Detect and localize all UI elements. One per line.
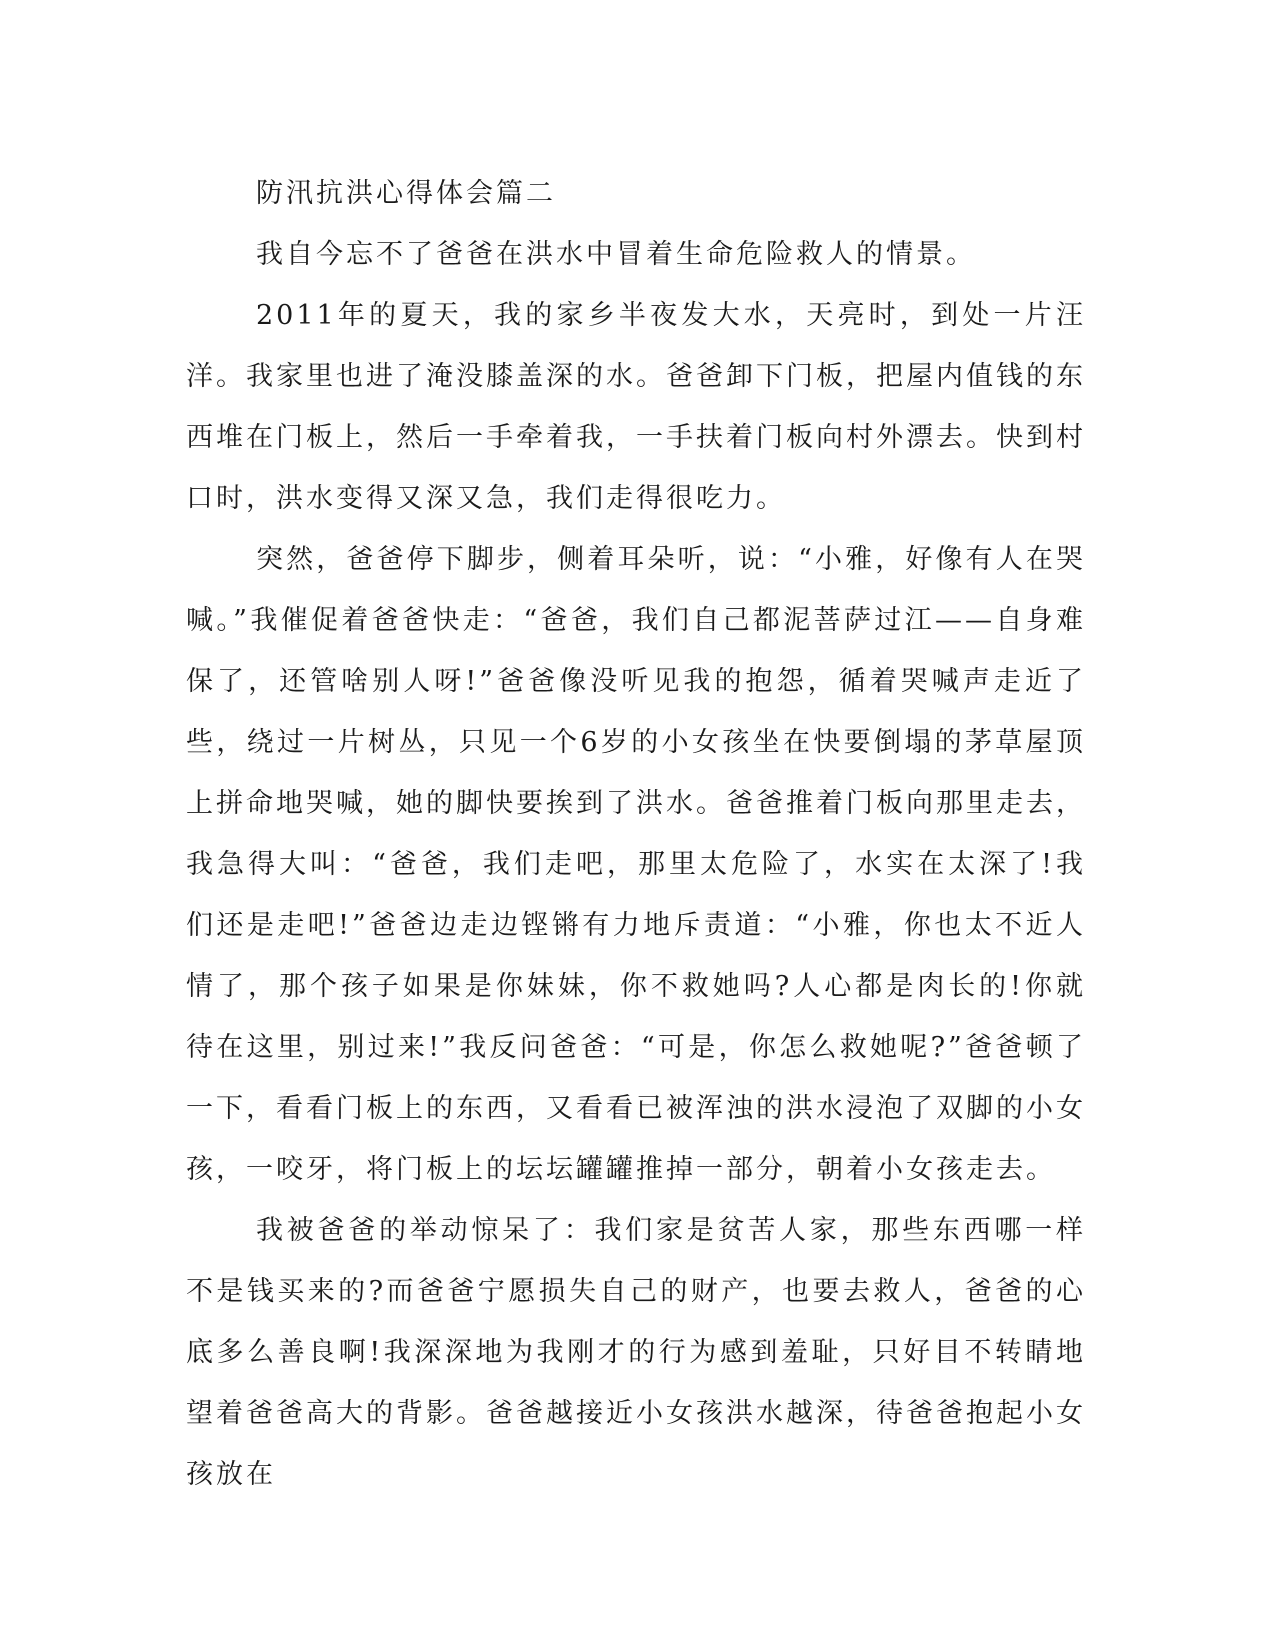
document-body: [186, 163, 1086, 1505]
paragraph-4: 我被爸爸的举动惊呆了：我们家是贫苦人家，那些东西哪一样不是钱买来的?而爸爸宁愿损失自己的财产，也要去救人，爸爸的心底多么善良啊!我深深地为我刚才的行为感到羞耻，只好目不转睛地望着爸爸高大的背影。爸爸越接近小女孩洪水越深，待爸爸抱起小女孩放在: [186, 1215, 1086, 1490]
paragraph-2: 2011年的夏天，我的家乡半夜发大水，天亮时，到处一片汪洋。我家里也进了淹没膝盖深的水。爸爸卸下门板，把屋内值钱的东西堆在门板上，然后一手牵着我，一手扶着门板向村外漂去。快到村口时，洪水变得又深又急，我们走得很吃力。: [186, 300, 1086, 514]
document-title: 防汛抗洪心得体会篇二: [256, 178, 556, 209]
paragraph-3: 突然，爸爸停下脚步，侧着耳朵听，说：“小雅，好像有人在哭喊。”我催促着爸爸快走：“爸爸，我们自己都泥菩萨过江——自身难保了，还管啥别人呀!”爸爸像没听见我的抱怨，循着哭喊声走近了些，绕过一片树丛，只见一个6岁的小女孩坐在快要倒塌的茅草屋顶上拼命地哭喊，她的脚快要挨到了洪水。爸爸推着门板向那里走去，我急得大叫：“爸爸，我们走吧，那里太危险了，水实在太深了!我们还是走吧!”爸爸边走边铿锵有力地斥责道：“小雅，你也太不近人情了，那个孩子如果是你妹妹，你不救她吗?人心都是肉长的!你就待在这里，别过来!”我反问爸爸：“可是，你怎么救她呢?”爸爸顿了一下，看看门板上的东西，又看看已被浑浊的洪水浸泡了双脚的小女孩，一咬牙，将门板上的坛坛罐罐推掉一部分，朝着小女孩走去。: [186, 544, 1086, 1185]
paragraph-1: 我自今忘不了爸爸在洪水中冒着生命危险救人的情景。: [256, 239, 976, 270]
